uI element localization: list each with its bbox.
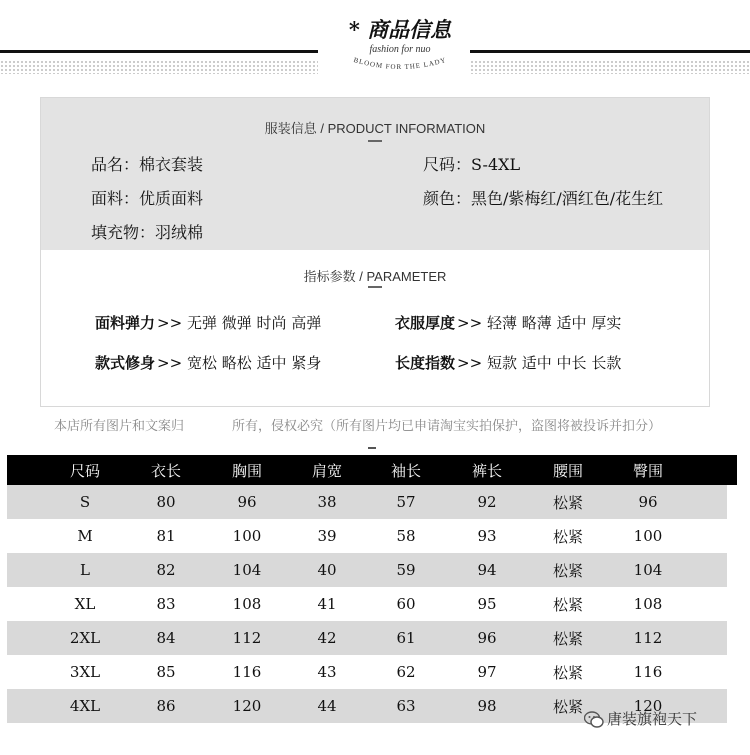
- watermark-text: 唐装旗袍天下: [607, 710, 698, 728]
- param-arrow: >>: [457, 354, 483, 372]
- copyright-part1: 本店所有图片和文案归: [54, 419, 185, 434]
- table-cell: 40: [317, 561, 337, 579]
- arc-tagline: [340, 56, 460, 78]
- param-option: 适中: [521, 354, 552, 372]
- param-option: 厚实: [591, 314, 622, 332]
- product-fabric: 面料：优质面料: [91, 189, 204, 208]
- table-cell: 60: [396, 595, 416, 613]
- param-arrow: >>: [457, 314, 483, 332]
- table-cell: 100: [232, 527, 262, 545]
- product-info-section: [41, 98, 709, 250]
- table-cell: 96: [638, 493, 658, 511]
- table-header-cell: 腰围: [552, 461, 583, 480]
- product-color: 颜色：黑色/紫梅红/酒红色/花生红: [423, 189, 664, 208]
- param-option: 适中: [556, 314, 587, 332]
- table-cell: 42: [317, 629, 337, 647]
- table-cell: XL: [74, 595, 96, 613]
- table-cell: 112: [633, 629, 663, 647]
- table-header-cell: 裤长: [471, 461, 502, 480]
- table-cell: 104: [633, 561, 663, 579]
- product-filling: 填充物：羽绒棉: [91, 223, 204, 242]
- param-option: 适中: [256, 354, 287, 372]
- param-option: 无弹: [186, 314, 217, 332]
- param-option: 时尚: [256, 314, 287, 332]
- table-cell: 80: [156, 493, 176, 511]
- table-header-cell: 衣长: [150, 461, 181, 480]
- table-cell: 59: [396, 561, 416, 579]
- table-cell: 84: [156, 629, 176, 647]
- param-label: 款式修身: [95, 354, 156, 372]
- table-cell: 112: [232, 629, 262, 647]
- table-cell: L: [80, 561, 90, 579]
- header-dots-right: [470, 60, 750, 74]
- table-cell: 95: [477, 595, 497, 613]
- table-cell: 43: [317, 663, 337, 681]
- param-option: 略松: [221, 354, 252, 372]
- table-cell: 39: [317, 527, 337, 545]
- table-cell: 松紧: [552, 561, 583, 580]
- param-stretch: [95, 312, 321, 333]
- table-cell: 108: [232, 595, 262, 613]
- page-subtitle: fashion for nuo: [369, 44, 431, 55]
- table-cell: 61: [396, 629, 416, 647]
- title-asterisk: *: [348, 17, 360, 42]
- table-cell: M: [77, 527, 93, 545]
- arc-tagline-text: BLOOM FOR THE LADY: [352, 56, 448, 72]
- table-cell: 96: [477, 629, 497, 647]
- table-cell: 3XL: [69, 663, 101, 681]
- product-info-title: 服装信息 / PRODUCT INFORMATION: [264, 121, 486, 136]
- param-option: 轻薄: [486, 314, 517, 332]
- product-name: 品名：棉衣套装: [91, 155, 204, 174]
- table-cell: 81: [156, 527, 176, 545]
- info-panel: [40, 97, 710, 407]
- table-cell: 2XL: [69, 629, 101, 647]
- table-cell: 120: [633, 697, 663, 715]
- page-title: [330, 14, 470, 44]
- table-row: [7, 553, 727, 587]
- table-cell: 94: [477, 561, 497, 579]
- parameter-section: [41, 250, 709, 406]
- svg-text:BLOOM FOR THE LADY: [353, 56, 448, 71]
- table-cell: 38: [317, 493, 337, 511]
- table-cell: 116: [232, 663, 262, 681]
- param-option: 宽松: [186, 354, 217, 372]
- table-cell: 44: [317, 697, 337, 715]
- title-text: 商品信息: [367, 17, 452, 42]
- table-header-cell: 臀围: [632, 461, 663, 480]
- table-cell: 85: [156, 663, 176, 681]
- header-banner: [0, 0, 750, 90]
- table-cell: 松紧: [552, 663, 583, 682]
- table-cell: 120: [232, 697, 262, 715]
- table-cell: 松紧: [552, 697, 583, 716]
- table-cell: 58: [396, 527, 416, 545]
- table-header-cell: 胸围: [231, 461, 262, 480]
- param-option: 长款: [591, 354, 622, 372]
- table-cell: 57: [396, 493, 416, 511]
- wechat-icon: [584, 711, 604, 729]
- divider-dash: [368, 447, 376, 449]
- table-header-row: [7, 455, 727, 485]
- section-dash: [368, 140, 382, 142]
- table-row: [7, 519, 727, 553]
- table-header-cell: 肩宽: [311, 461, 342, 480]
- table-cell: 4XL: [69, 697, 101, 715]
- table-cell: 96: [237, 493, 257, 511]
- table-cell: 83: [156, 595, 176, 613]
- table-cell: 松紧: [552, 493, 583, 512]
- param-option: 微弹: [221, 314, 252, 332]
- param-option: 中长: [556, 354, 587, 372]
- copyright-part2: 所有，侵权必究（所有图片均已申请淘宝实拍保护，盗图将被投诉并扣分）: [232, 419, 662, 434]
- table-cell: 82: [156, 561, 176, 579]
- table-cell: 108: [633, 595, 663, 613]
- table-header-cell: 袖长: [390, 461, 421, 480]
- table-cell: 93: [477, 527, 497, 545]
- table-row: [7, 621, 727, 655]
- param-fit: [95, 352, 321, 373]
- param-label: 面料弹力: [95, 314, 156, 332]
- param-option: 紧身: [291, 354, 322, 372]
- table-cell: 62: [396, 663, 416, 681]
- table-cell: 98: [477, 697, 497, 715]
- table-cell: 116: [633, 663, 663, 681]
- table-cell: 松紧: [552, 595, 583, 614]
- table-cell: 86: [156, 697, 176, 715]
- param-arrow: >>: [157, 354, 183, 372]
- header-rule-left: [0, 50, 318, 53]
- table-row: [7, 587, 727, 621]
- param-thickness: [395, 312, 621, 333]
- table-cell: 100: [633, 527, 663, 545]
- table-row: [7, 655, 727, 689]
- param-label: 长度指数: [395, 354, 456, 372]
- param-length: [395, 352, 621, 373]
- table-cell: 104: [232, 561, 262, 579]
- param-arrow: >>: [157, 314, 183, 332]
- header-dots-left: [0, 60, 318, 74]
- table-row: [7, 485, 727, 519]
- table-cell: 41: [317, 595, 337, 613]
- header-rule-right: [470, 50, 750, 53]
- table-cell: 97: [477, 663, 497, 681]
- param-option: 略薄: [521, 314, 552, 332]
- table-cell: 松紧: [552, 527, 583, 546]
- table-header-cell: 尺码: [69, 461, 100, 480]
- table-cell: 92: [477, 493, 497, 511]
- product-size: 尺码：S-4XL: [423, 155, 521, 174]
- table-cell: 松紧: [552, 629, 583, 648]
- size-table: [7, 455, 727, 723]
- table-cell: 63: [396, 697, 416, 715]
- parameter-title: 指标参数 / PARAMETER: [303, 269, 447, 284]
- section-dash: [368, 286, 382, 288]
- param-label: 衣服厚度: [395, 314, 456, 332]
- param-option: 高弹: [291, 314, 322, 332]
- param-option: 短款: [486, 354, 517, 372]
- table-cell: S: [79, 493, 91, 511]
